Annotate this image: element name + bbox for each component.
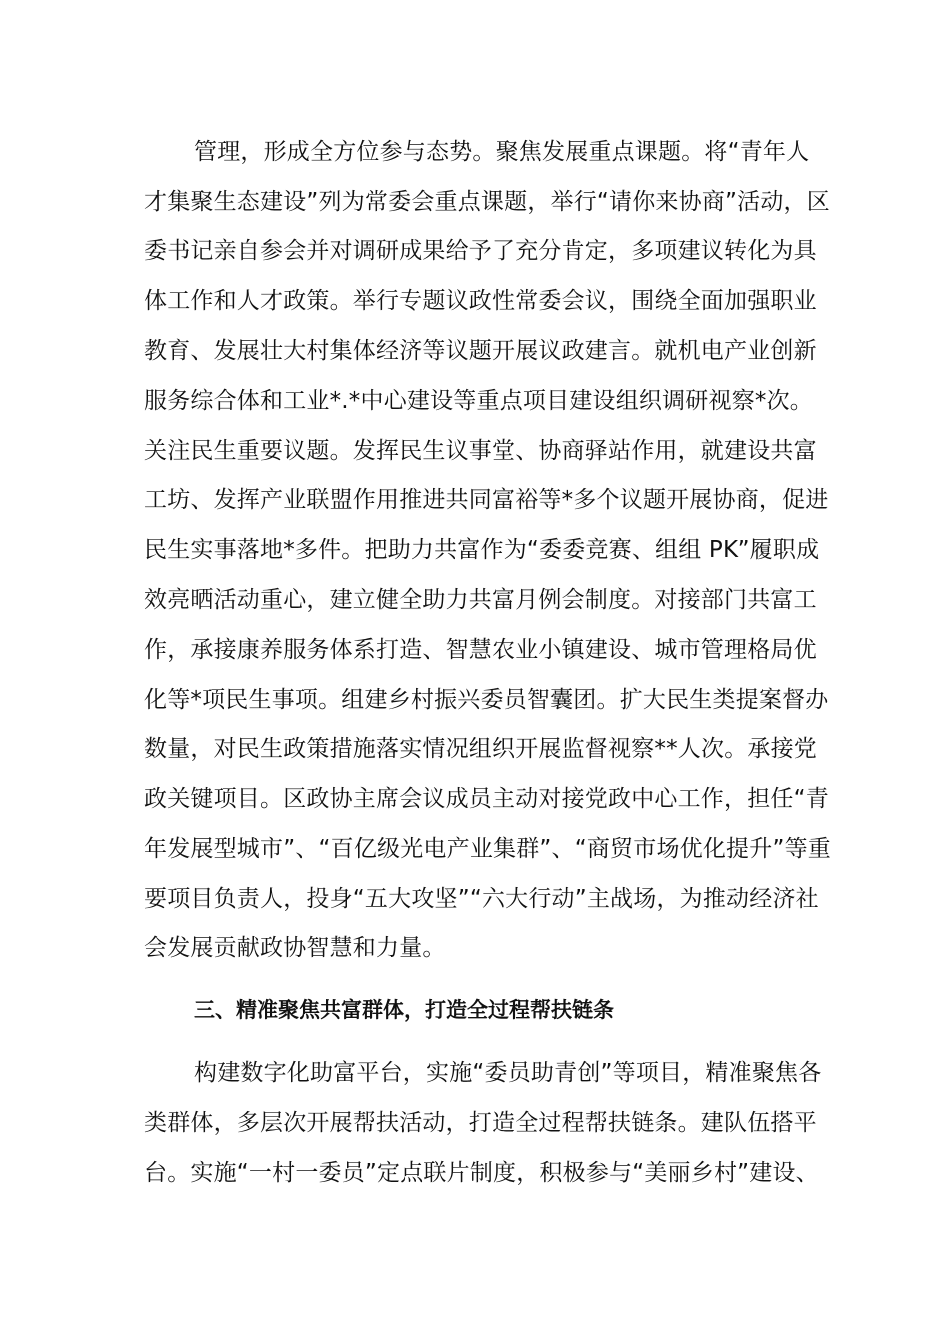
paragraph-1-line-16: 要项目负责人，投身“五大攻坚”“六大行动”主战场，为推动经济社	[144, 886, 819, 912]
paragraph-2-line-2: 类群体，多层次开展帮扶活动，打造全过程帮扶链条。建队伍搭平	[144, 1110, 817, 1136]
paragraph-1-line-17: 会发展贡献政协智慧和力量。	[144, 935, 446, 961]
paragraph-1-line-2: 才集聚生态建设”列为常委会重点课题，举行“请你来协商”活动，区	[144, 189, 830, 215]
paragraph-1-line-13: 数量，对民生政策措施落实情况组织开展监督视察**人次。承接党	[144, 736, 817, 762]
paragraph-1-line-14: 政关键项目。区政协主席会议成员主动对接党政中心工作，担任“青	[144, 786, 829, 812]
paragraph-1-line-3: 委书记亲自参会并对调研成果给予了充分肯定，多项建议转化为具	[144, 238, 817, 264]
paragraph-1-line-5: 教育、发展壮大村集体经济等议题开展议政建言。就机电产业创新	[144, 338, 817, 364]
paragraph-1-line-12: 化等*项民生事项。组建乡村振兴委员智囊团。扩大民生类提案督办	[144, 687, 829, 713]
paragraph-1-line-1: 管理，形成全方位参与态势。聚焦发展重点课题。将“青年人	[194, 139, 810, 165]
paragraph-1-line-9: 民生实事落地*多件。把助力共富作为“委委竞赛、组组 PK”履职成	[144, 537, 820, 563]
paragraph-1-line-10: 效亮晒活动重心，建立健全助力共富月例会制度。对接部门共富工	[144, 587, 817, 613]
paragraph-1-line-6: 服务综合体和工业*.*中心建设等重点项目建设组织调研视察*次。	[144, 388, 814, 414]
paragraph-1-line-7: 关注民生重要议题。发挥民生议事堂、协商驿站作用，就建设共富	[144, 438, 817, 464]
paragraph-2-line-3: 台。实施“一村一委员”定点联片制度，积极参与“美丽乡村”建设、	[144, 1160, 819, 1186]
section-3-heading: 三、精准聚焦共富群体，打造全过程帮扶链条	[194, 998, 614, 1022]
paragraph-1-line-11: 作，承接康养服务体系打造、智慧农业小镇建设、城市管理格局优	[144, 637, 817, 663]
paragraph-2-line-1: 构建数字化助富平台，实施“委员助青创”等项目，精准聚焦各	[194, 1060, 822, 1086]
paragraph-1-line-4: 体工作和人才政策。举行专题议政性常委会议，围绕全面加强职业	[144, 288, 817, 314]
paragraph-1-line-8: 工坊、发挥产业联盟作用推进共同富裕等*多个议题开展协商，促进	[144, 487, 829, 513]
paragraph-1-line-15: 年发展型城市”、“百亿级光电产业集群”、“商贸市场优化提升”等重	[144, 836, 831, 862]
